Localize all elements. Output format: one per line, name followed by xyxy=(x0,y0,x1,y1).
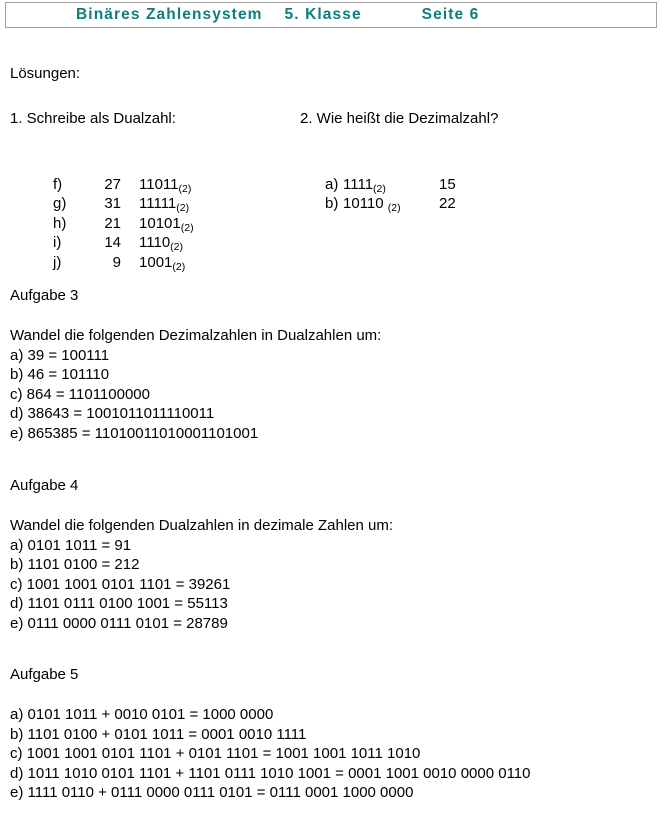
binary-digits: 11011 xyxy=(139,175,179,193)
question-2-answer-list xyxy=(300,155,456,214)
binary-digits: 1111 xyxy=(343,175,374,193)
base-subscript: (2) xyxy=(387,202,401,214)
item-decimal: 27 xyxy=(104,175,122,193)
item-binary xyxy=(121,253,185,275)
item-decimal: 9 xyxy=(112,253,122,271)
base-subscript: (2) xyxy=(373,182,386,195)
aufgabe-5-title: Aufgabe 5 xyxy=(10,666,79,683)
list-item: e) 0111 0000 0111 0101 = 28789 xyxy=(10,614,228,632)
page-header-text xyxy=(6,3,656,27)
list-item xyxy=(300,155,456,195)
question-2-title: 2. Wie heißt die Dezimalzahl? xyxy=(300,110,499,127)
list-item: b) 46 = 101110 xyxy=(10,366,110,383)
header-title: Binäres Zahlensystem xyxy=(76,6,263,23)
item-decimal: 14 xyxy=(104,234,122,251)
base-subscript: (2) xyxy=(178,182,192,195)
list-item: a) 0101 1011 = 91 xyxy=(10,536,132,554)
item-decimal: 15 xyxy=(439,175,456,193)
list-item xyxy=(28,155,194,195)
item-label: f) xyxy=(53,175,63,193)
list-item: a) 0101 1011 + 0010 0101 = 1000 0000 xyxy=(10,706,274,723)
list-item: b) 1101 0100 + 0101 1011 = 0001 0010 1111 xyxy=(10,725,307,743)
list-item: d) 38643 = 1001011011110011 xyxy=(10,405,215,422)
item-label: a) xyxy=(325,175,339,193)
list-item: e) 865385 = 11010011010001101001 xyxy=(10,424,259,442)
binary-digits: 10101 xyxy=(139,214,181,232)
question-1-title: 1. Schreibe als Dualzahl: xyxy=(10,110,176,127)
list-item: b) 1101 0100 = 212 xyxy=(10,556,140,573)
list-item: d) 1101 0111 0100 1001 = 55113 xyxy=(10,595,228,612)
aufgabe-4-title: Aufgabe 4 xyxy=(10,477,79,494)
list-item: c) 1001 1001 0101 1101 + 0101 1101 = 1001 1001 1011 1010 xyxy=(10,745,421,762)
aufgabe-3-body xyxy=(10,326,381,443)
aufgabe-5-body xyxy=(10,705,531,803)
binary-digits: 1110 xyxy=(139,234,171,251)
item-label: j) xyxy=(53,253,62,271)
item-decimal: 22 xyxy=(439,195,456,212)
question-1-answer-list xyxy=(28,155,194,273)
header-grade: 5. Klasse xyxy=(284,6,362,23)
list-item: e) 1111 0110 + 0111 0000 0111 0101 = 0111 0001 1000 0000 xyxy=(10,784,414,801)
binary-digits: 11111 xyxy=(139,195,177,212)
aufgabe-3-title: Aufgabe 3 xyxy=(10,287,79,304)
list-item: a) 39 = 100111 xyxy=(10,346,110,364)
aufgabe-4-body xyxy=(10,516,393,633)
item-binary xyxy=(343,175,439,197)
aufgabe-4-instruction: Wandel die folgenden Dualzahlen in dezimale Zahlen um: xyxy=(10,517,394,534)
item-binary xyxy=(343,194,439,216)
base-subscript: (2) xyxy=(170,241,184,253)
binary-digits: 10110 xyxy=(343,195,388,212)
item-binary xyxy=(121,214,194,236)
item-label: g) xyxy=(53,195,67,212)
item-label: b) xyxy=(325,195,339,212)
item-decimal: 21 xyxy=(104,214,122,232)
item-binary xyxy=(121,175,191,197)
header-page-number: Seite 6 xyxy=(421,6,480,23)
base-subscript: (2) xyxy=(180,221,194,234)
page-header-box xyxy=(5,2,657,28)
base-subscript: (2) xyxy=(172,260,186,273)
list-item: c) 1001 1001 0101 1101 = 39261 xyxy=(10,575,231,593)
item-label: h) xyxy=(53,214,67,232)
item-binary xyxy=(121,194,189,216)
aufgabe-3-instruction: Wandel die folgenden Dezimalzahlen in Dualzahlen um: xyxy=(10,327,382,344)
base-subscript: (2) xyxy=(176,202,190,214)
item-binary xyxy=(121,233,183,255)
list-item: c) 864 = 1101100000 xyxy=(10,385,150,403)
list-item: d) 1011 1010 0101 1101 + 1101 0111 1010 1001 = 0001 1001 0010 0000 0110 xyxy=(10,764,531,782)
solutions-label: Lösungen: xyxy=(10,65,81,82)
item-label: i) xyxy=(53,234,62,251)
item-decimal: 31 xyxy=(104,195,122,212)
binary-digits: 1001 xyxy=(139,253,173,271)
